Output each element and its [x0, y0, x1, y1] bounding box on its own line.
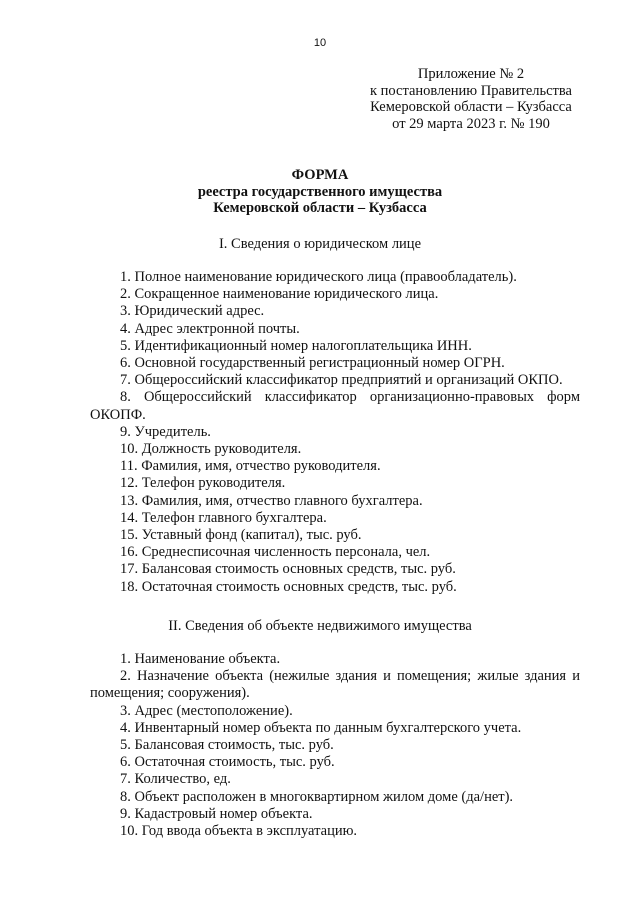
section-heading-real-estate: II. Сведения об объекте недвижимого имущества	[168, 618, 472, 634]
appendix-header	[356, 66, 586, 132]
form-title-line: Кемеровской области – Кузбасса	[213, 200, 427, 216]
list-item: 1. Полное наименование юридического лица (правообладатель).	[120, 269, 517, 285]
appendix-line: от 29 марта 2023 г. № 190	[392, 115, 550, 132]
page-number: 10	[313, 37, 327, 49]
list-item: 9. Учредитель.	[120, 423, 211, 440]
list-item: 3. Адрес (местоположение).	[120, 702, 293, 719]
list-item: 2. Сокращенное наименование юридического лица.	[120, 286, 439, 303]
list-item: 9. Кадастровый номер объекта.	[120, 805, 313, 822]
list-item: 18. Остаточная стоимость основных средств, тыс. руб.	[120, 578, 457, 595]
list-item: 2. Назначение объекта (нежилые здания и помещения; жилые здания и помещения; сооружения).	[90, 668, 580, 702]
list-item: 14. Телефон главного бухгалтера.	[120, 509, 327, 526]
form-title-line: ФОРМА	[291, 167, 349, 183]
list-item: 13. Фамилия, имя, отчество главного бухгалтера.	[120, 492, 423, 509]
real-estate-list	[90, 651, 580, 840]
legal-entity-list	[90, 269, 580, 596]
list-item: 15. Уставный фонд (капитал), тыс. руб.	[120, 527, 362, 544]
section-heading-legal-entity: I. Сведения о юридическом лице	[218, 236, 422, 252]
list-item: 11. Фамилия, имя, отчество руководителя.	[120, 458, 381, 475]
list-item: 7. Количество, ед.	[120, 771, 231, 788]
list-item: 6. Остаточная стоимость, тыс. руб.	[120, 754, 335, 771]
list-item: 1. Наименование объекта.	[120, 651, 281, 667]
list-item: 10. Год ввода объекта в эксплуатацию.	[120, 823, 358, 840]
form-title-line: реестра государственного имущества	[197, 183, 443, 200]
list-item: 6. Основной государственный регистрационный номер ОГРН.	[120, 355, 505, 372]
list-item: 4. Адрес электронной почты.	[120, 320, 300, 337]
list-item: 12. Телефон руководителя.	[120, 475, 286, 492]
list-item: 8. Общероссийский классификатор организационно-правовых форм ОКОПФ.	[90, 389, 580, 423]
list-item: 16. Среднесписочная численность персонала, чел.	[120, 544, 431, 561]
list-item: 3. Юридический адрес.	[120, 303, 265, 320]
list-item: 7. Общероссийский классификатор предприятий и организаций ОКПО.	[120, 372, 563, 389]
appendix-line: Приложение № 2	[417, 66, 525, 82]
list-item: 8. Объект расположен в многоквартирном жилом доме (да/нет).	[120, 788, 514, 805]
list-item: 4. Инвентарный номер объекта по данным бухгалтерского учета.	[120, 719, 522, 736]
list-item: 5. Балансовая стоимость, тыс. руб.	[120, 737, 334, 754]
list-item: 17. Балансовая стоимость основных средств, тыс. руб.	[120, 561, 456, 578]
list-item: 10. Должность руководителя.	[120, 441, 302, 458]
appendix-line: Кемеровской области – Кузбасса	[370, 99, 572, 115]
form-title	[0, 167, 640, 217]
appendix-line: к постановлению Правительства	[370, 82, 572, 99]
list-item: 5. Идентификационный номер налогоплательщика ИНН.	[120, 337, 472, 354]
